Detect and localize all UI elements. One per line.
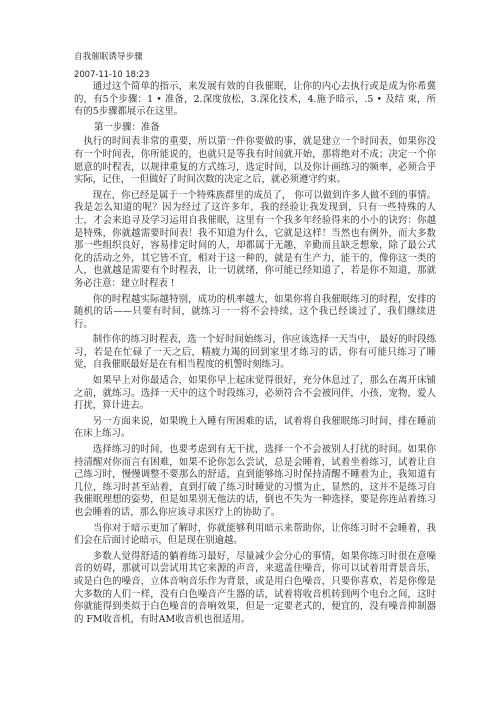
section-heading: 第一步骤：准备 [94, 121, 160, 133]
paragraph: 另一方面来说，如果晚上入睡有所困难的话，试着将自我催眠练习时间，排在睡前在床上练习。 [74, 415, 436, 440]
paragraph: 选择练习的时间，也要考虑到有无干扰，选择一个不会被别人打扰的时间。如果你持清醒对你而言有困难，如果不论你怎么尝试，总是会睡着，试着坐着练习，试着让自己练习时，慢慢调整不要那么的舒适，直到能够练习时保持清醒不睡着为止，我知道有几位，练习时甚至站着，直到打破了练习时睡觉的习惯为止，显然的，这并不是练习自我催眠理想的姿势，但是如果别无他法的话，倒也不失为一种选择，要是你连站着练习也会睡着的话，那么你应该寻求医疗上的协助了。 [74, 444, 436, 518]
document-page [74, 52, 436, 629]
paragraph: 制作你的练习时程表，选一个好时间始练习，你应该选择一天当中， 最好的时段练习，若是在忙碌了一天之后，精疲力竭的回到家里才练习的话，你有可能只练习了睡觉，自我催眠最好是在有相当程度的机警时刻练习。 [74, 334, 436, 371]
paragraph: 执行的时间表非常的重要，所以第一件你要做的事，就是建立一个时间表，如果你没有一个时间表，你所能说的，也就只是等我有时间就开始，那将绝对不成；决定一个你愿意的时程表，以规律重复的方式练习，选定时间，以及你计画练习的频率，必须合乎实际，记住，一但做好了时间次数的决定之后，就必须遵守约束。 [74, 136, 436, 186]
document-title: 自我催眠诱导步骤 [74, 52, 143, 62]
document-date: 2007-11-10 18:23 [74, 69, 150, 79]
paragraph: 当你对于暗示更加了解时，你就能够利用暗示来帮助你，让你练习时不会睡着，我们会在后面讨论暗示，但是现在别逾越。 [74, 522, 436, 547]
paragraph: 你的时程越实际越特别，成功的机率越大，如果你将自我催眠练习的时程，安排的随机的话——只要有时间，就练习一一将不会持续，这个我已经谈过了，我们继续进行。 [74, 293, 436, 330]
paragraph: 如果早上对你最适合，如果你早上起床觉得很好，充分休息过了，那么在离开床铺之前，就练习。选择一天中的这个时段练习，必须符合不会被同伴，小孩，宠物，爱人打扰，算计进去。 [74, 375, 436, 412]
paragraph: 现在，你已经是属于一个特殊族群里的成员了， 你可以做到许多人做不到的事情。我是怎么知道的呢？因为经过了这许多年，我的经验让我发现到，只有一些特殊的人士，才会来追寻及学习运用自我催眠，这里有一个我多年经验得来的小小的诀窍：你越是特殊，你就越需要时间表！我不知道为什么，它就是这样！当然也有例外，而大多数那一些组织良好，容易排定时间的人，却都属于无趣，辛勤而且缺乏想象，除了最公式化的活动之外，其它皆不宜，相对于这一种的，就是有生产力，能干的，像你这一类的人，也就越是需要有个时程表，让一切就绪，你可能已经知道了，若是你不知道，那就务必注意：建立时程表 ! [74, 189, 436, 289]
paragraph: 多数人觉得舒适的躺着练习最好，尽量减少会分心的事情，如果你练习时很在意噪音的妨碍，那就可以尝试用其它来源的声音，来遮盖住噪音，你可以试着用背景音乐，或是白色的噪音，立体音响音乐作为背景，或是用白色噪音，只要你喜欢，若是你像是大多数的人们一样，没有白色噪音产生器的话，试着将收音机转到两个电台之间，这时你就能得到类似于白色噪音的音响效果，但是一定要老式的，便宜的，没有噪音抑制器的 FM收音机，有时AM收音机也很适用。 [74, 550, 436, 625]
paragraph: 通过这个简单的指示，来发展有效的自我催眠，让你的内心去执行或是成为你希冀的，有5个步骤：1 • 准备，2.深度放松，3.深化技术，4.施予暗示，.5 • 及结 束，所有的5步骤都展示在这里。 [74, 81, 436, 118]
